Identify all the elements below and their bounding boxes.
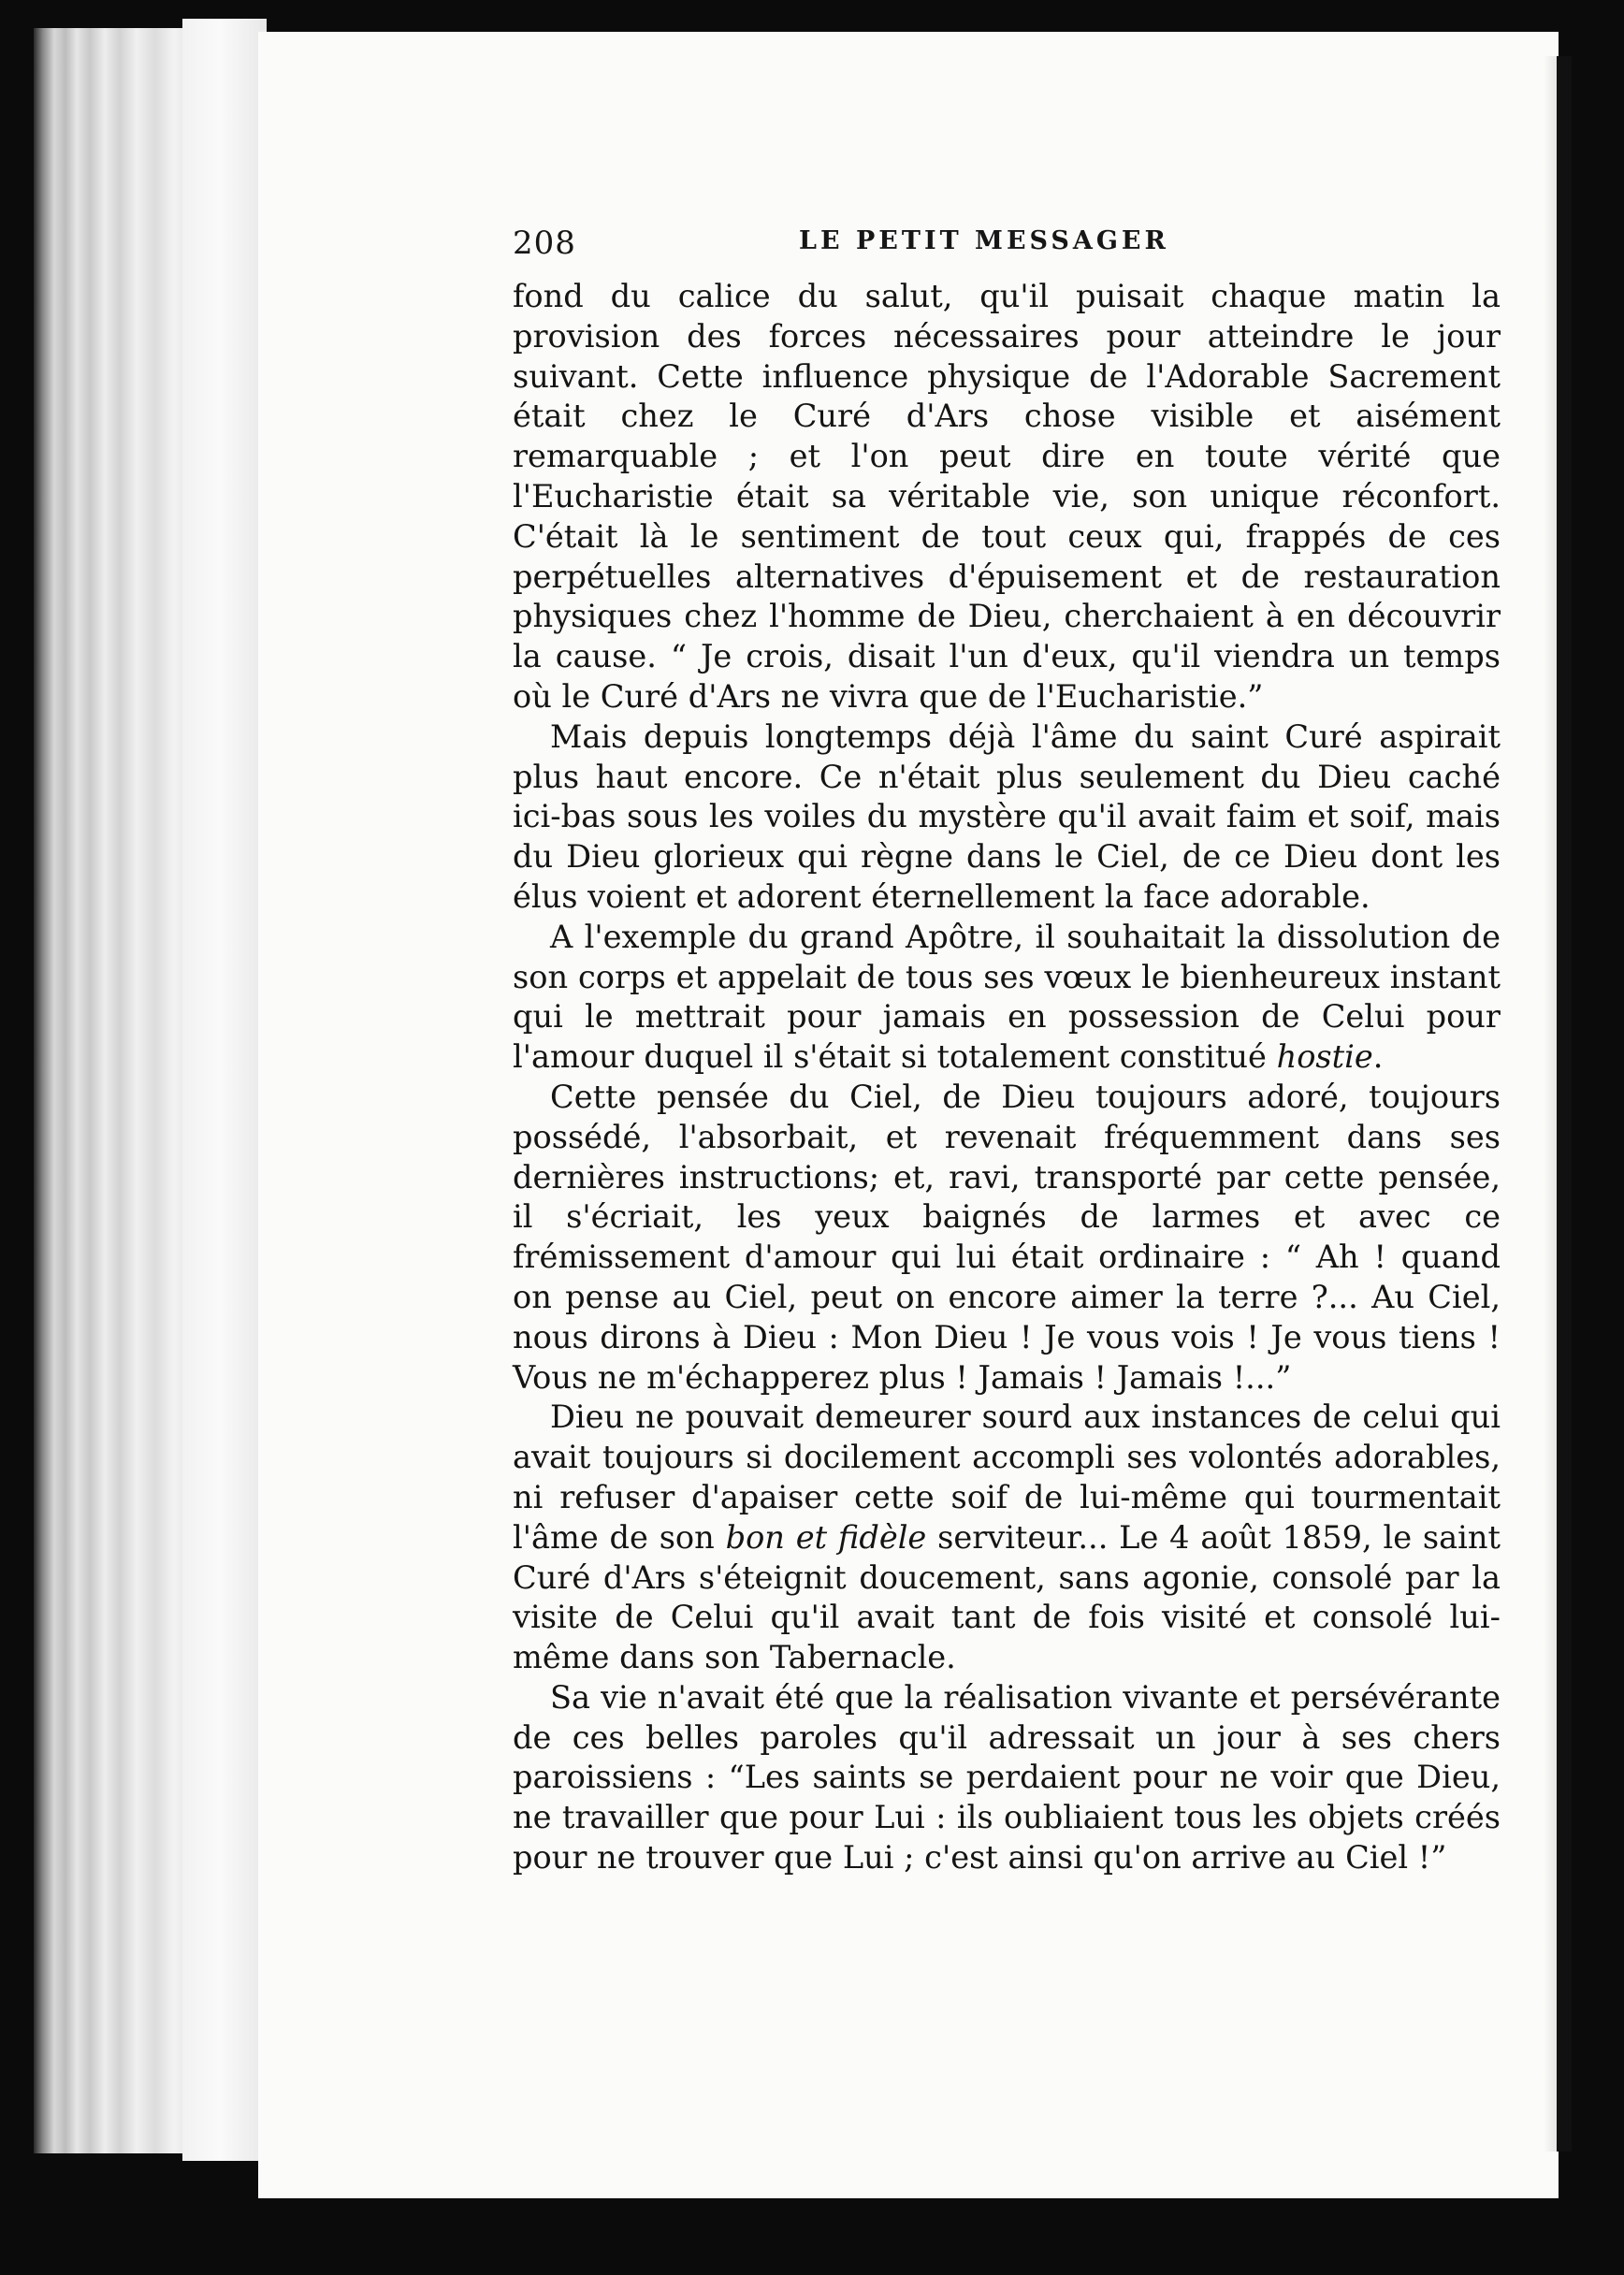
running-head [513,225,1216,262]
running-title: LE PETIT MESSAGER [799,226,1169,255]
paragraph-5 [513,1398,1501,1678]
binding-shadow [1557,56,1572,2152]
paragraph-5-italic: bon et fidèle [725,1518,927,1556]
paragraph-4: Cette pensée du Ciel, de Dieu toujours adoré, toujours possédé, l'absorbait, et revenait fréquemment dans ses dernières instructions; et, ravi, transporté par cette pensée, il s'écriait, les yeux baignés de larmes et avec ce frémissement d'amour qui lui était ordinaire : “ Ah ! quand on pense au Ciel, peut on encore aimer la terre ?... Au Ciel, nous dirons à Dieu : Mon Dieu ! Je vous vois ! Je vous tiens ! Vous ne m'échapperez plus ! Jamais ! Jamais !...” [513,1078,1501,1396]
paragraph-3-text: A l'exemple du grand Apôtre, il souhaitait la dissolution de son corps et appelait de tous ses vœux le bienheureux instant qui le mettrait pour jamais en possession de Celui pour l'amour duquel il s'était si totalement constitué [513,918,1501,1076]
page-gutter [182,19,267,2161]
paragraph-3-italic: hostie [1276,1038,1373,1076]
body-text [513,277,1501,1878]
paragraph-3 [513,918,1501,1078]
paragraph-2: Mais depuis longtemps déjà l'âme du saint Curé aspirait plus haut encore. Ce n'était plus seulement du Dieu caché ici-bas sous les voiles du mystère qu'il avait faim et soif, mais du Dieu glorieux qui règne dans le Ciel, de ce Dieu dont les élus voient et adorent éternellement la face adorable. [513,717,1501,915]
page-right-edge [1544,56,1557,2152]
paragraph-6: Sa vie n'avait été que la réalisation vivante et persévérante de ces belles paroles qu'il adressait un jour à ses chers paroissiens : “Les saints se perdaient pour ne voir que Dieu, ne travailler que pour Lui : ils oubliaient tous les objets créés pour ne trouver que Lui ; c'est ainsi qu'on arrive au Ciel !” [513,1678,1501,1877]
page-number: 208 [513,225,576,262]
paragraph-1: fond du calice du salut, qu'il puisait chaque matin la provision des forces nécessaires pour atteindre le jour suivant. Cette influence physique de l'Adorable Sacrement était chez le Curé d'Ars chose visible et aisément remarquable ; et l'on peut dire en toute vérité que l'Eucharistie était sa véritable vie, son unique réconfort. C'était là le sentiment de tout ceux qui, frappés de ces perpétuelles alternatives d'épuisement et de restauration physiques chez l'homme de Dieu, cherchaient à en découvrir la cause. “ Je crois, disait l'un d'eux, qu'il viendra un temps où le Curé d'Ars ne vivra que de l'Eucharistie.” [513,278,1501,715]
paragraph-5-end: serviteur... Le 4 août 1859, le saint Curé d'Ars s'éteignit doucement, sans agonie, consolé par la visite de Celui qu'il avait tant de fois visité et consolé lui-même dans son Tabernacle. [513,1518,1501,1676]
paragraph-5-text: Dieu ne pouvait demeurer sourd aux instances de celui qui avait toujours si docilement accompli ses volontés adorables, ni refuser d'apaiser cette soif de lui-même qui tourmentait l'âme de son [513,1398,1501,1556]
paragraph-3-end: . [1372,1038,1384,1076]
